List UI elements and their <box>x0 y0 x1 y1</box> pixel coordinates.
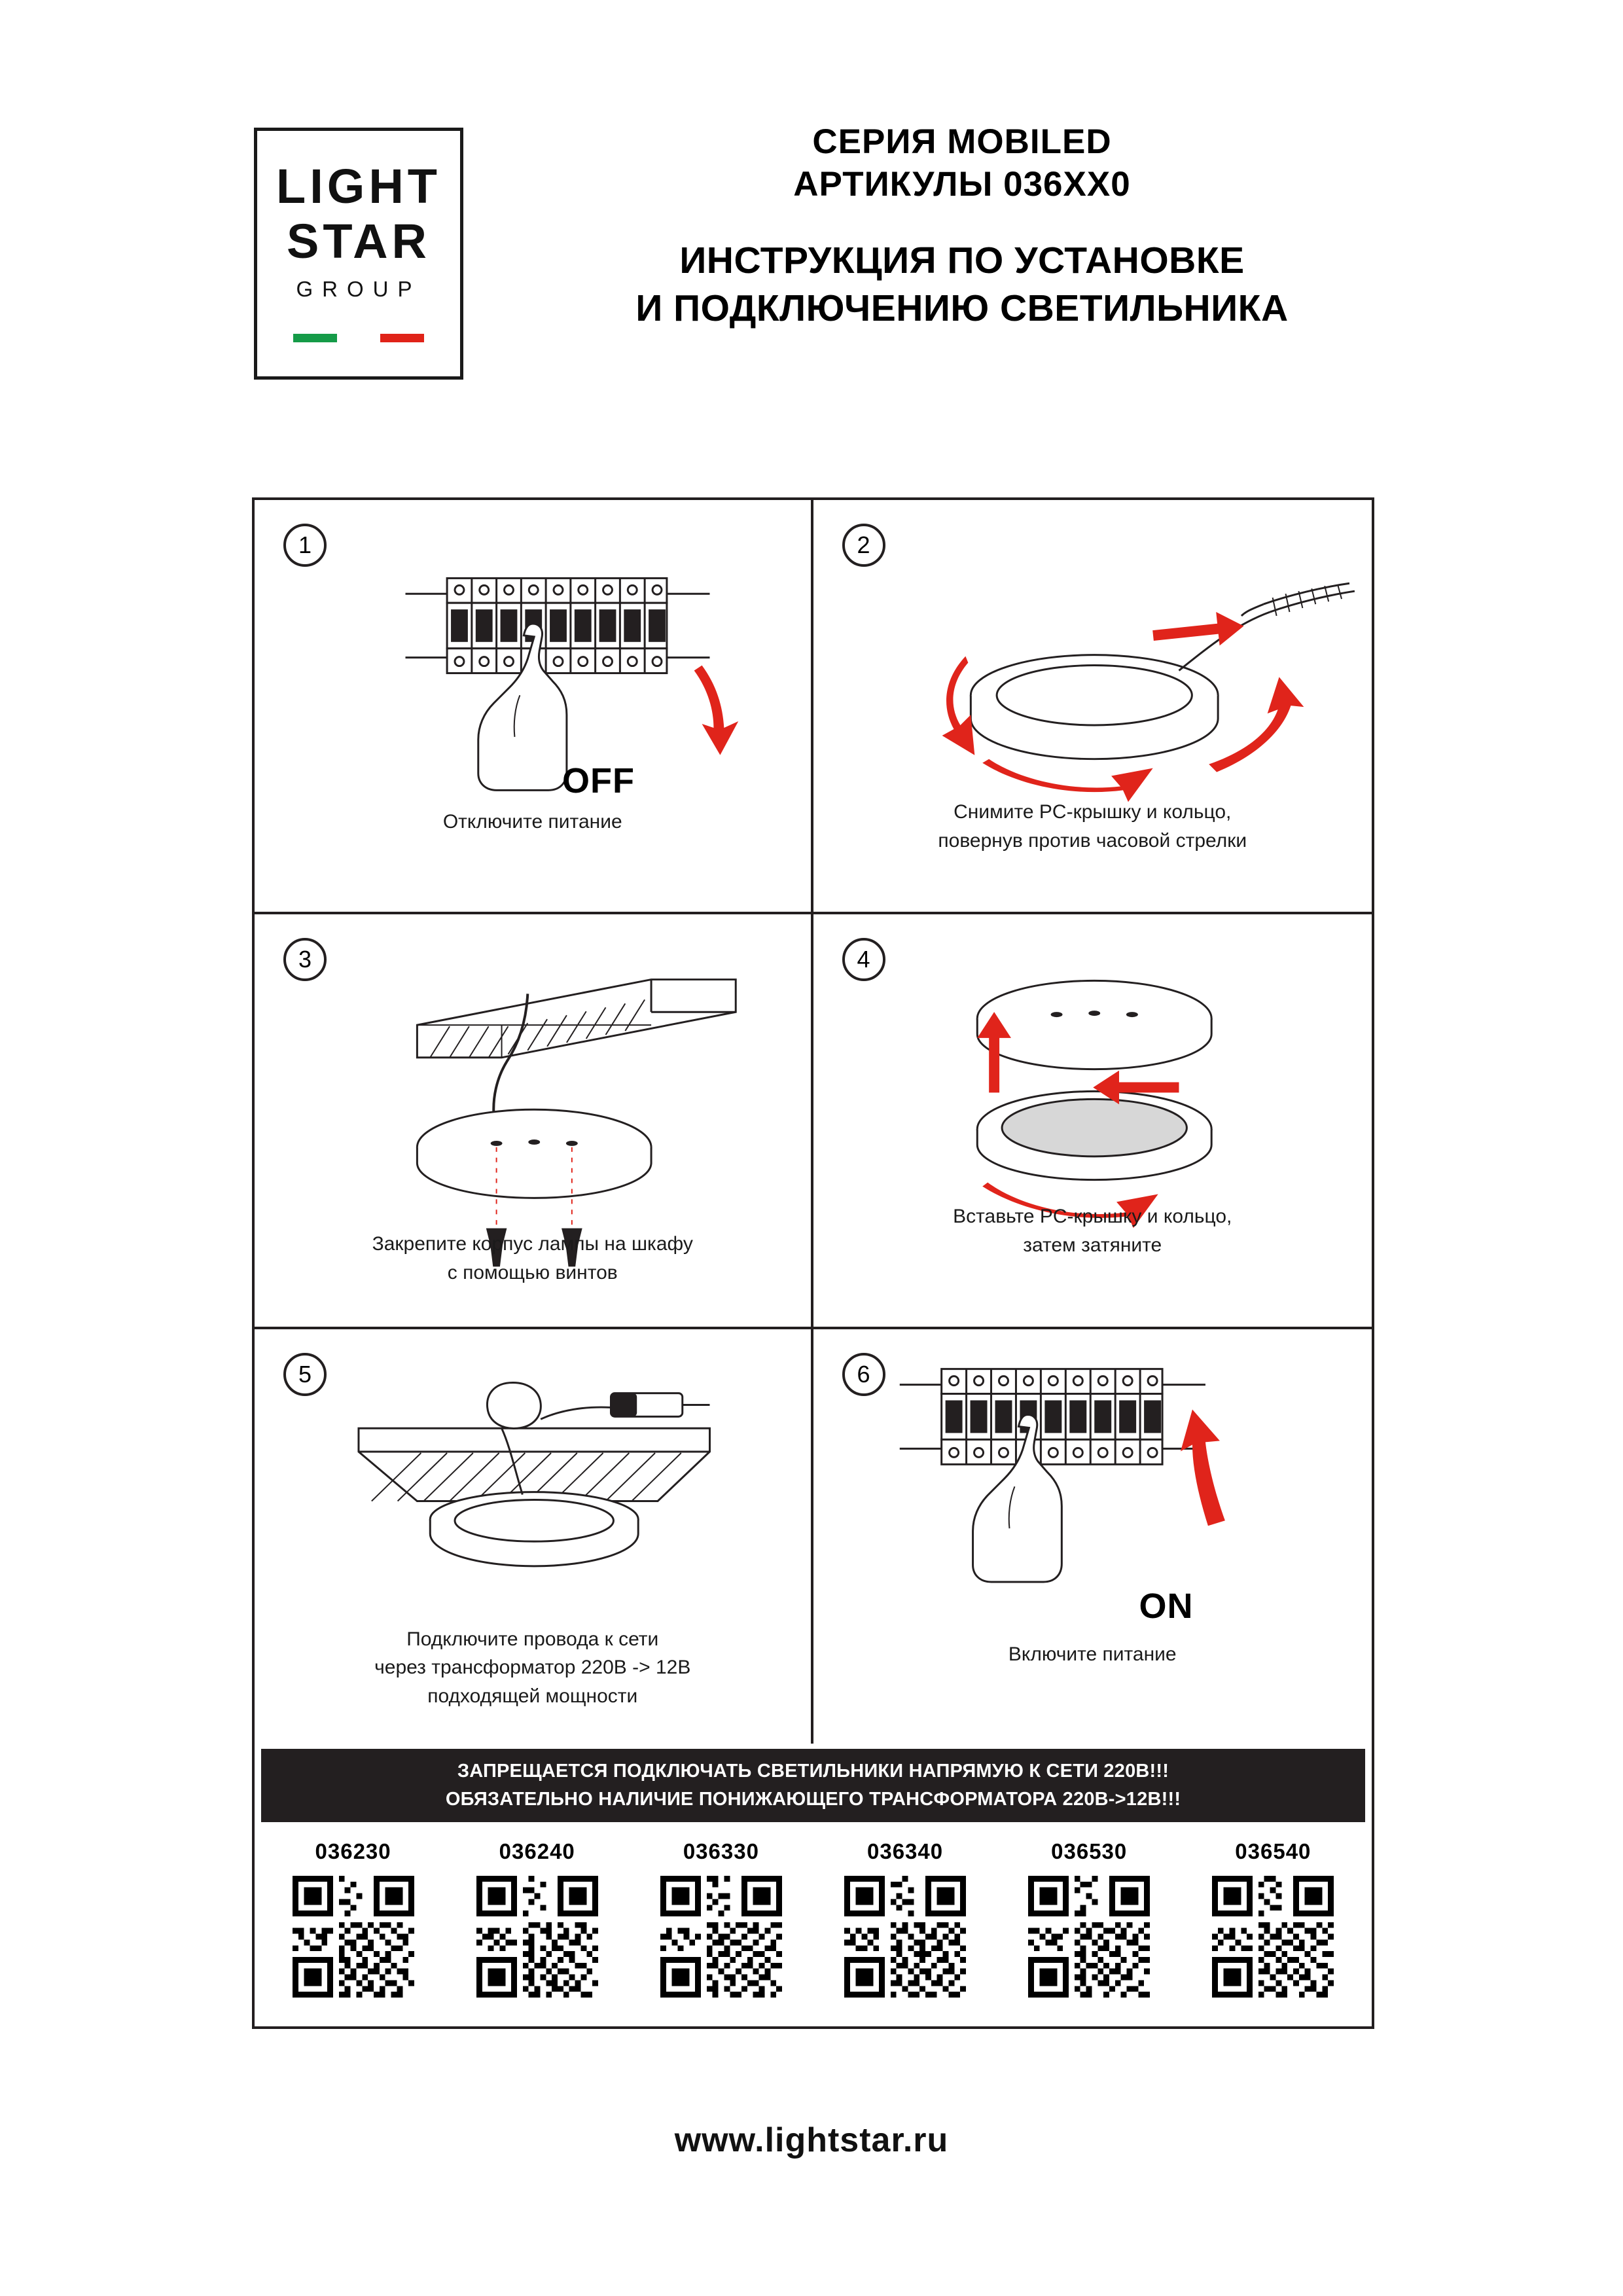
qr-article-label: 036330 <box>683 1839 759 1863</box>
qr-code-image[interactable] <box>293 1876 414 1998</box>
warning-banner <box>261 1749 1365 1822</box>
step-5-caption: Подключите провода к сети через трансформатор 220В -> 12В подходящей мощности <box>374 1628 691 1707</box>
step-cell-6 <box>813 1329 1372 1744</box>
step-3-caption: Закрепите корпус лампы на шкафу с помощью винтов <box>372 1233 693 1283</box>
step-cell-3 <box>255 914 813 1329</box>
website-footer[interactable]: www.lightstar.ru <box>674 2121 949 2159</box>
steps-grid <box>255 500 1372 1744</box>
step-2-caption: Снимите PC-крышку и кольцо, повернув против часовой стрелки <box>938 801 1247 852</box>
step-number-badge: 3 <box>283 938 327 981</box>
qr-code-image[interactable] <box>844 1876 966 1998</box>
qr-code-image[interactable] <box>476 1876 598 1998</box>
step-number-badge: 6 <box>842 1353 885 1396</box>
qr-article-label: 036340 <box>866 1839 944 1863</box>
instruction-title <box>497 237 1427 332</box>
step-6-illustration <box>813 1329 1372 1744</box>
qr-item <box>281 1839 425 1998</box>
qr-code-image[interactable] <box>1212 1876 1334 1998</box>
qr-item <box>833 1839 977 1998</box>
warning-line-2: ОБЯЗАТЕЛЬНО НАЛИЧИЕ ПОНИЖАЮЩЕГО ТРАНСФОРМАТОРА 220В->12В!!! <box>445 1789 1181 1810</box>
step-4-illustration <box>813 914 1372 1326</box>
step-number-badge: 5 <box>283 1353 327 1396</box>
step-number-badge: 4 <box>842 938 885 981</box>
qr-codes-row <box>261 1839 1365 1998</box>
step-number-badge: 1 <box>283 524 327 567</box>
qr-article-label: 036540 <box>1235 1839 1311 1863</box>
italy-flag-icon <box>293 334 424 342</box>
qr-item <box>465 1839 609 1998</box>
instruction-title-line1: ИНСТРУКЦИЯ ПО УСТАНОВКЕ <box>679 240 1245 282</box>
brand-logo <box>254 128 463 380</box>
warning-line-1: ЗАПРЕЩАЕТСЯ ПОДКЛЮЧАТЬ СВЕТИЛЬНИКИ НАПРЯМУЮ К СЕТИ 220В!!! <box>457 1760 1169 1782</box>
series-line: СЕРИЯ MOBILED <box>812 122 1112 161</box>
qr-item <box>1201 1839 1345 1998</box>
step-cell-5 <box>255 1329 813 1744</box>
qr-article-label: 036240 <box>499 1839 575 1863</box>
articles-line: АРТИКУЛЫ 036XX0 <box>793 164 1131 204</box>
qr-article-label: 036230 <box>315 1839 391 1863</box>
header-text-block <box>497 121 1427 332</box>
logo-text-group: GROUP <box>296 277 421 301</box>
page-header <box>0 121 1623 396</box>
step-4-caption: Вставьте PC-крышку и кольцо, затем затяните <box>953 1206 1232 1256</box>
logo-text-star: STAR <box>287 214 431 268</box>
step-cell-1 <box>255 500 813 914</box>
qr-code-image[interactable] <box>660 1876 782 1998</box>
step-1-illustration <box>255 500 811 912</box>
instruction-title-line2: И ПОДКЛЮЧЕНИЮ СВЕТИЛЬНИКА <box>635 287 1289 330</box>
step-cell-2 <box>813 500 1372 914</box>
step-cell-4 <box>813 914 1372 1329</box>
step-1-caption: Отключите питание <box>442 811 622 833</box>
step-6-on-label: ON <box>1139 1586 1194 1626</box>
step-6-caption: Включите питание <box>1008 1643 1177 1665</box>
step-1-off-label: OFF <box>562 761 635 800</box>
instruction-panel <box>252 497 1374 2029</box>
qr-article-label: 036530 <box>1051 1839 1128 1863</box>
step-number-badge: 2 <box>842 524 885 567</box>
qr-item <box>1017 1839 1161 1998</box>
logo-text-light: LIGHT <box>276 159 441 213</box>
qr-item <box>649 1839 793 1998</box>
qr-code-image[interactable] <box>1028 1876 1150 1998</box>
